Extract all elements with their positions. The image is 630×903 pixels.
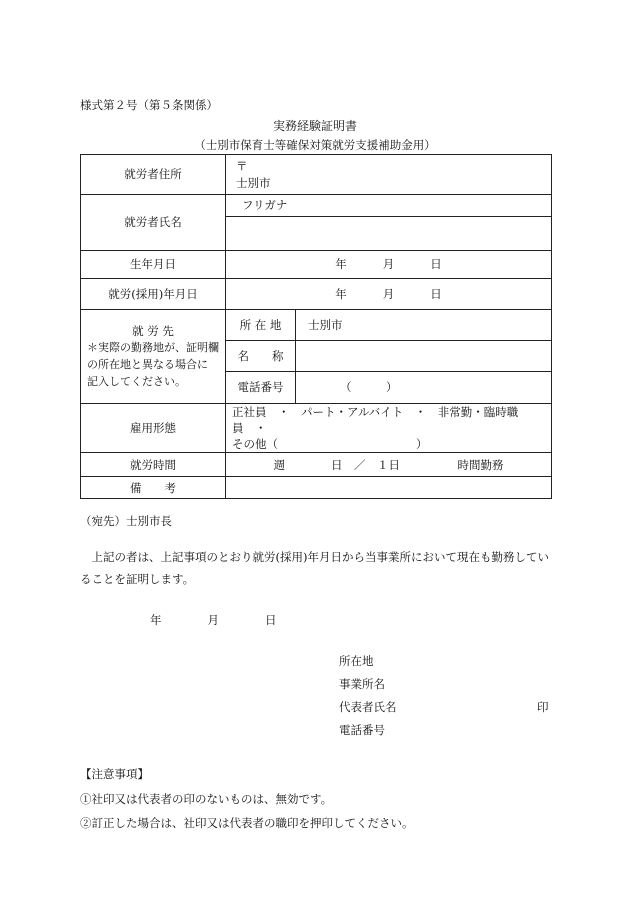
address-row (81, 155, 552, 195)
note-item-2: ②訂正した場合は、社印又は代表者の職印を押印してください。 (80, 816, 414, 830)
employment-date-row (81, 279, 552, 310)
employment-date-month: 月 (382, 286, 395, 301)
furigana-label: フリガナ (242, 198, 288, 213)
birthdate-row (81, 251, 552, 279)
signature-representative-label: 代表者氏名 (339, 700, 397, 714)
birthdate-field[interactable] (226, 251, 552, 279)
signature-phone-label: 電話番号 (339, 723, 385, 737)
location-value: 士別市 (308, 317, 343, 332)
employment-type-options: 正社員 ・ パート・アルバイト ・ 非常勤・臨時職員 ・ (232, 405, 519, 436)
work-hours-label: 就労時間 (81, 453, 226, 477)
birthdate-year: 年 (335, 257, 347, 272)
name-field[interactable] (226, 217, 552, 251)
remarks-row (81, 477, 552, 499)
employment-date-day: 日 (430, 286, 442, 301)
seal-mark: 印 (537, 700, 549, 714)
addressee: （宛先）士別市長 (80, 514, 172, 528)
location-field[interactable] (296, 310, 552, 341)
signature-location-label: 所在地 (339, 654, 374, 668)
remarks-label: 備 考 (81, 477, 226, 499)
work-hours-row (81, 453, 552, 477)
workplace-note-line-3: 記入してください。 (87, 375, 186, 389)
furigana-row (81, 195, 552, 217)
form-number: 様式第２号（第５条関係） (80, 98, 218, 112)
address-city: 士別市 (236, 175, 271, 190)
document-title: 実務経験証明書 (272, 119, 357, 133)
notes-heading: 【注意事項】 (80, 767, 149, 781)
work-hours-value: 週 日 ／ １日 時間勤務 (273, 457, 504, 472)
employment-type-label: 雇用形態 (81, 404, 226, 453)
company-name-label: 名 称 (226, 341, 296, 372)
employment-date-field[interactable] (226, 279, 552, 310)
location-label: 所 在 地 (226, 310, 296, 341)
birthdate-month: 月 (382, 257, 395, 272)
employment-date-year: 年 (335, 286, 347, 301)
birthdate-label: 生年月日 (81, 251, 226, 279)
phone-field[interactable] (296, 372, 552, 404)
employment-type-other: その他（ ） (232, 437, 428, 452)
work-hours-field[interactable] (226, 453, 552, 477)
employment-type-row (81, 404, 552, 453)
employment-date-label: 就労(採用)年月日 (81, 279, 226, 310)
furigana-field[interactable] (226, 195, 552, 217)
address-field[interactable] (226, 155, 552, 195)
certification-date: 年 月 日 (150, 613, 277, 627)
company-name-field[interactable] (296, 341, 552, 372)
phone-label: 電話番号 (226, 372, 296, 404)
remarks-field[interactable] (226, 477, 552, 499)
address-label: 就労者住所 (81, 155, 226, 195)
certification-statement: 上記の者は、上記事項のとおり就労(採用)年月日から当事業所において現在も勤務していることを証明します。 (80, 550, 549, 586)
document-subtitle: （士別市保育士等確保対策就労支援補助金用） (194, 138, 436, 152)
workplace-location-row (81, 310, 552, 341)
workplace-note-line-1: ＊実際の勤務地が、証明欄 (87, 340, 219, 354)
birthdate-day: 日 (430, 257, 442, 272)
workplace-label-cell (81, 310, 226, 404)
phone-value: （ ） (340, 380, 398, 395)
signature-company-label: 事業所名 (339, 677, 385, 691)
workplace-note-line-2: の所在地と異なる場合に (87, 358, 208, 372)
note-item-1: ①社印又は代表者の印のないものは、無効です。 (80, 792, 333, 806)
name-label: 就労者氏名 (81, 195, 226, 251)
employment-type-field[interactable] (226, 404, 552, 453)
workplace-label: 就 労 先 (132, 323, 174, 338)
certificate-form-table (80, 154, 552, 499)
postal-mark: 〒 (236, 159, 248, 174)
